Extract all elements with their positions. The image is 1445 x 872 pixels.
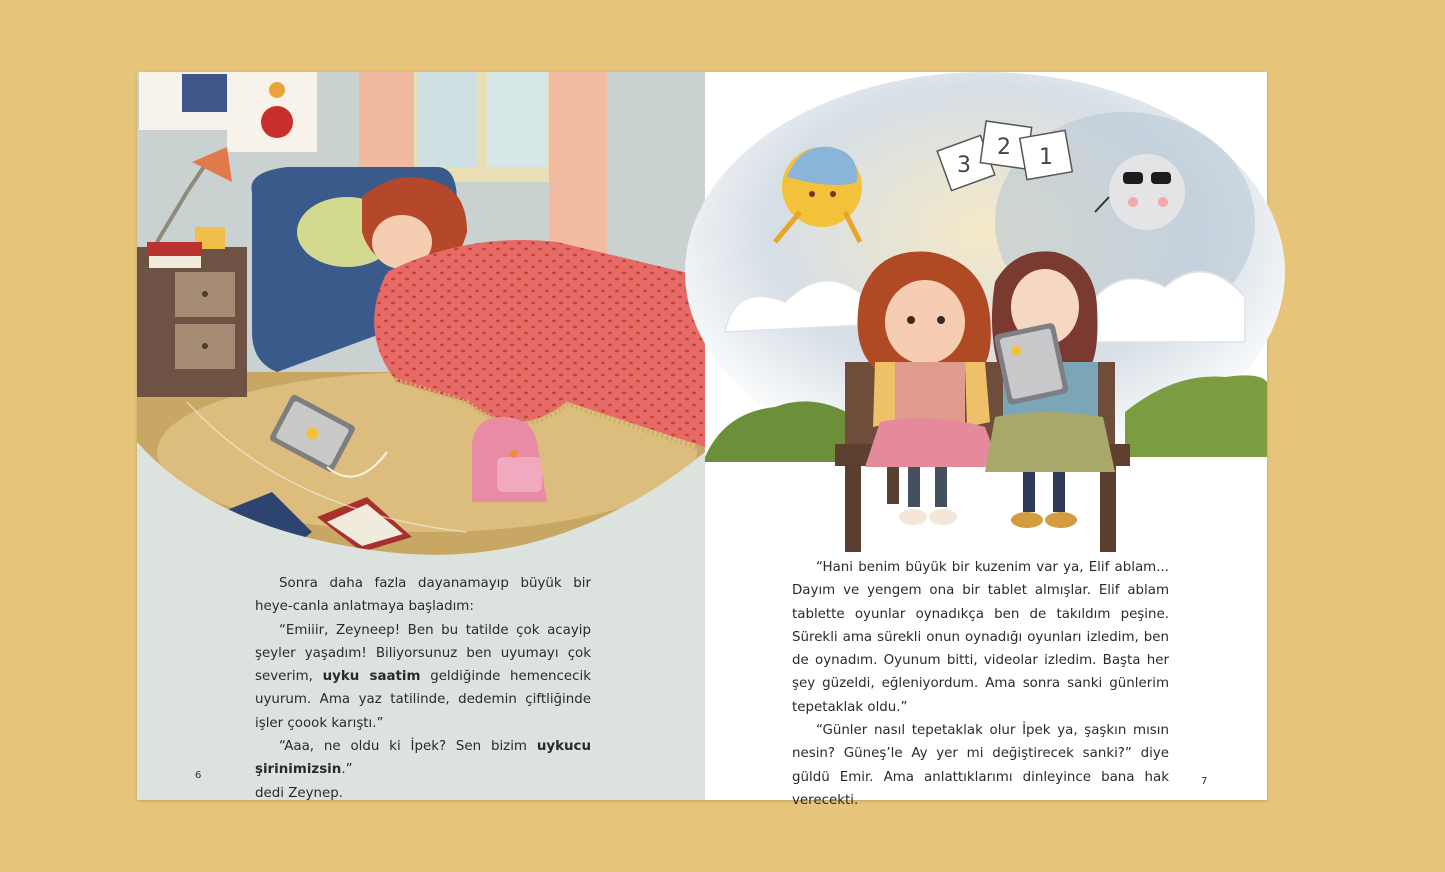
paragraph-1: “Hani benim büyük bir kuzenim var ya, Elif ablam... Dayım ve yengem ona bir tablet almışlar. Elif ablam tablette oyunlar oynadıkça ben de takıldım peşine. Sürekli ama sürekli onun oynadığı oyunları izledim, ben de oynadım. Oyunum bitti, videolar izledim. Başta her şey güzeldi, eğleniyordum. Ama sonra sanki günlerim tepetaklak oldu.”: [792, 560, 1169, 715]
calendar-number-3: 3: [957, 153, 971, 178]
nightstand: [137, 247, 247, 397]
calendar-number-1: 1: [1039, 145, 1053, 170]
paragraph-1: Sonra daha fazla dayanamayıp büyük bir heye-canla anlatmaya başladım:: [255, 576, 591, 615]
bench-illustration: [705, 72, 1267, 552]
paragraph-2: “Emiiir, Zeyneep! Ben bu tatilde çok acayip şeyler yaşadım! Biliyorsunuz ben uyumayı çok severim, uyku saatim geldiğinde hemencecik uyurum. Ama yaz tatilinde, dedemin çiftliğinde işler çoook karıştı.”: [255, 622, 591, 731]
left-page-text: [255, 572, 591, 805]
paragraph-4: dedi Zeynep.: [255, 785, 344, 801]
book-spread: [137, 72, 1267, 808]
bedroom-illustration: [137, 72, 705, 562]
paragraph-2: “Günler nasıl tepetaklak olur İpek ya, şaşkın mısın nesin? Güneş’le Ay yer mi değiştirecek sanki?” diye güldü Emir. Ama anlattıklarımı dinleyince bana hak verecekti.: [792, 723, 1169, 808]
girl-red-hair: [858, 252, 1001, 525]
right-page-text: [792, 556, 1169, 812]
right-page: [705, 72, 1267, 808]
emphasis-uyku-saatim: uyku saatim: [322, 669, 421, 685]
curtain-right: [549, 72, 607, 262]
calendar-number-2: 2: [997, 135, 1011, 160]
emphasis-uykucu-sirinimizsin: uykucu şirinimizsin: [255, 739, 591, 778]
paragraph-3: “Aaa, ne oldu ki İpek? Sen bizim uykucu şirinimizsin.”: [255, 739, 591, 778]
page-number-left: 6: [195, 770, 202, 781]
left-page: [137, 72, 705, 800]
page-number-right: 7: [1201, 776, 1208, 787]
bush-left: [705, 401, 855, 462]
